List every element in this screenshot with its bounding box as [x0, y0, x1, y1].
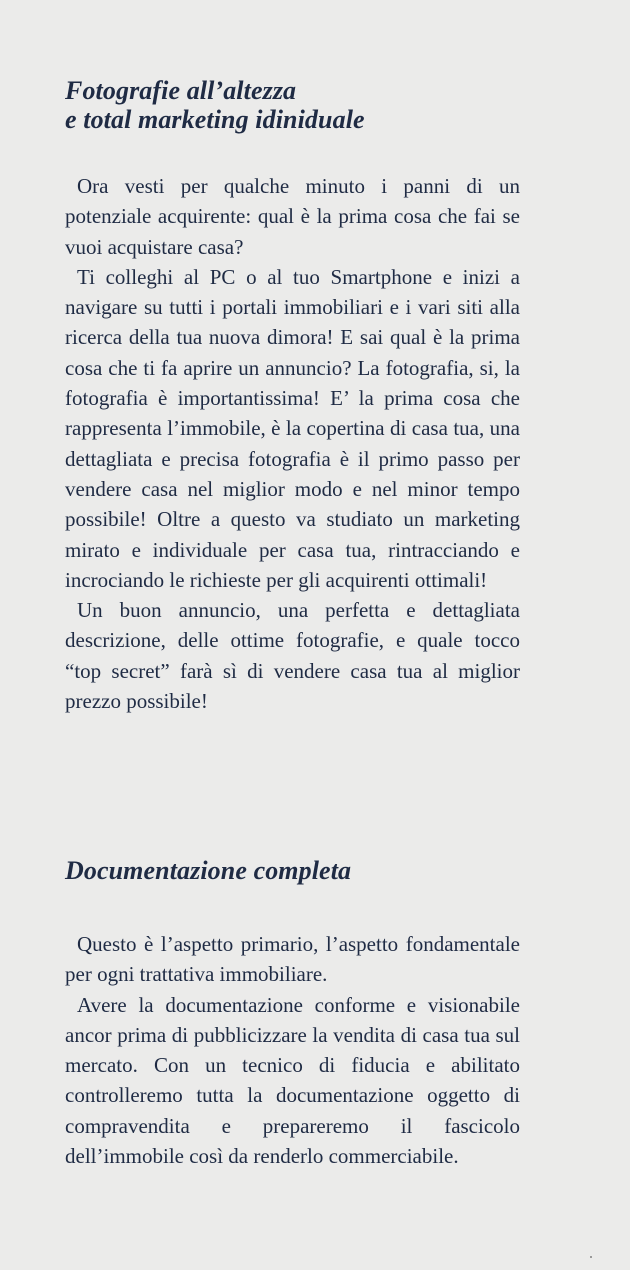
spacer [65, 885, 520, 929]
heading-line-1: Fotografie all’altezza [65, 76, 297, 105]
paragraph-photography: Ti colleghi al PC o al tuo Smartphone e inizi a navigare su tutti i portali immobiliari e i vari siti alla ricerca della tua nuova dimora! E sai qual è la prima cosa che ti fa aprire un annuncio? La fotografia, si, la fotografia è importantissima! E’ la prima cosa che rappresenta l’immobile, è la copertina di casa tua, una dettagliata e precisa fotografia è il primo passo per vendere casa nel miglior modo e nel minor tempo possibile! Oltre a questo va studiato un marketing mirato e individuale per casa tua, rintracciando e incrociando le richieste per gli acquirenti ottimali! [65, 264, 520, 592]
section-heading-documentation: Documentazione completa [65, 856, 352, 885]
section-heading-photography [65, 76, 520, 134]
page-corner-mark [590, 1256, 592, 1258]
section-documentation [65, 856, 520, 1171]
paragraph-primary-aspect: Questo è l’aspetto primario, l’aspetto fondamentale per ogni trattativa immobiliare. [65, 932, 520, 987]
paragraph-listing: Un buon annuncio, una perfetta e dettagliata descrizione, delle ottime fotografie, e quale tocco “top secret” farà sì di vendere casa tua al miglior prezzo possibile! [65, 598, 520, 714]
paragraph-buyer-intro: Ora vesti per qualche minuto i panni di un potenziale acquirente: qual è la prima cosa che fai se vuoi acquistare casa? [65, 174, 520, 259]
heading-line-2: e total marketing idiniduale [65, 105, 365, 134]
paragraph-documentation: Avere la documentazione conforme e visionabile ancor prima di pubblicizzare la vendita di casa tua sul mercato. Con un tecnico di fiducia e abilitato controlleremo tutta la documentazione oggetto di compravendita e prepareremo il fascicolo dell’immobile così da renderlo commerciabile. [65, 992, 520, 1169]
spacer [65, 134, 520, 171]
document-page [65, 76, 520, 1169]
